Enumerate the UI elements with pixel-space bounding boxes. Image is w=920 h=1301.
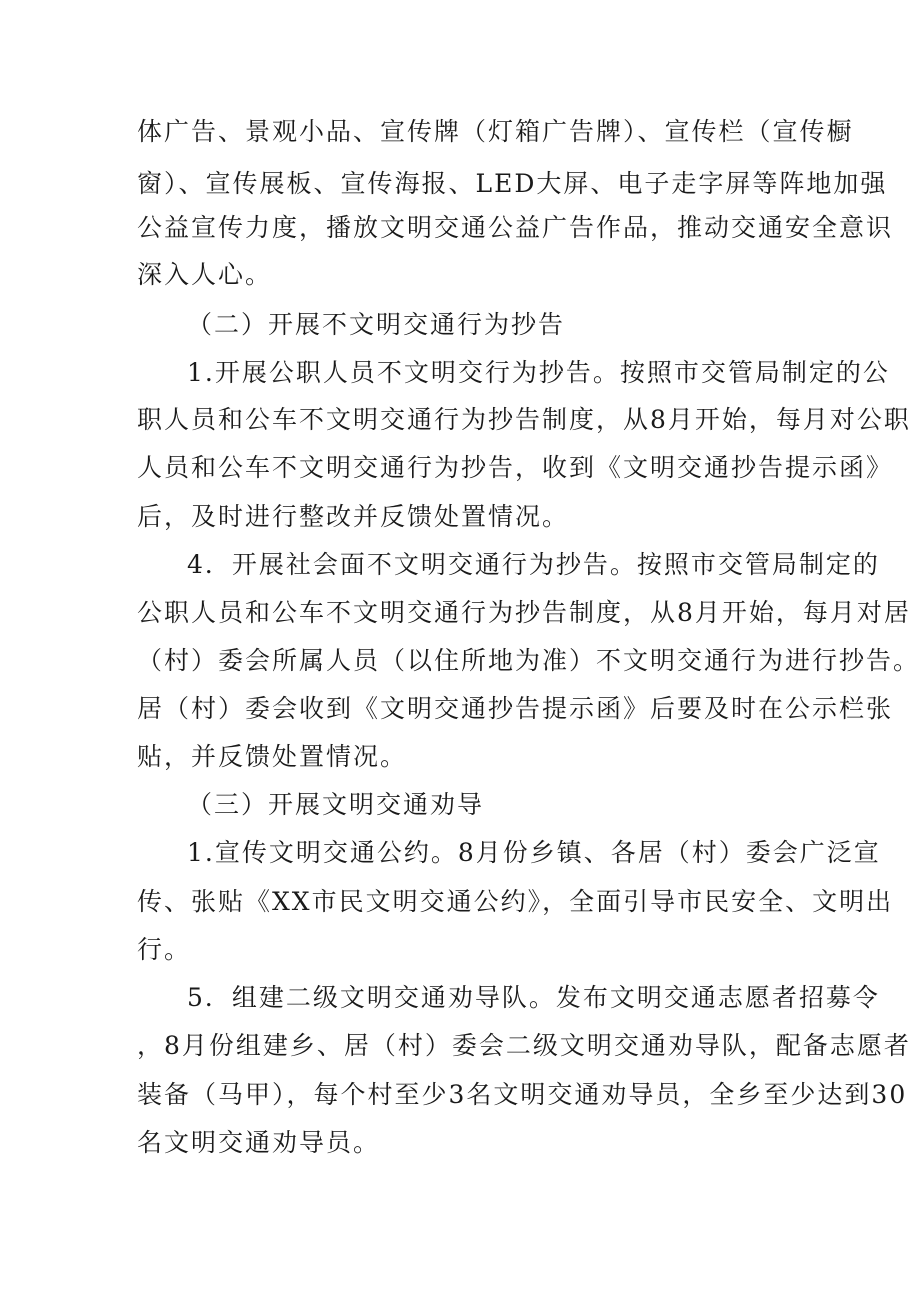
section-heading: （三）开展文明交通劝导 <box>187 790 485 819</box>
paragraph-line: 行。 <box>137 935 192 964</box>
paragraph-line: （村）委会所属人员（以住所地为准）不文明交通行为进行抄告。 <box>137 646 920 675</box>
paragraph-line: 公益宣传力度，播放文明交通公益广告作品，推动交通安全意识 <box>137 213 894 242</box>
paragraph-line: 职人员和公车不文明交通行为抄告制度，从8月开始，每月对公职 <box>137 405 911 434</box>
paragraph-line: ，8月份组建乡、居（村）委会二级文明交通劝导队，配备志愿者 <box>137 1031 911 1060</box>
section-heading: （二）开展不文明交通行为抄告 <box>187 310 566 339</box>
paragraph-line: 名文明交通劝导员。 <box>137 1128 381 1157</box>
paragraph-line: 人员和公车不文明交通行为抄告，收到《文明交通抄告提示函》 <box>137 453 894 482</box>
paragraph-line: 贴，并反馈处置情况。 <box>137 742 408 771</box>
paragraph-line: 深入人心。 <box>137 260 273 289</box>
paragraph-line: 公职人员和公车不文明交通行为抄告制度，从8月开始，每月对居 <box>137 598 911 627</box>
paragraph-line: 4．开展社会面不文明交通行为抄告。按照市交管局制定的 <box>187 550 880 579</box>
paragraph-line: 居（村）委会收到《文明交通抄告提示函》后要及时在公示栏张 <box>137 694 894 723</box>
paragraph-line: 传、张贴《XX市民文明交通公约》，全面引导市民安全、文明出 <box>137 887 894 916</box>
paragraph-line: 后，及时进行整改并反馈处置情况。 <box>137 502 570 531</box>
paragraph-line: 体广告、景观小品、宣传牌（灯箱广告牌）、宣传栏（宣传橱 <box>137 117 854 146</box>
paragraph-line: 装备（马甲），每个村至少3名文明交通劝导员，全乡至少达到30 <box>137 1080 908 1109</box>
paragraph-line: 窗）、宣传展板、宣传海报、LED大屏、电子走字屏等阵地加强 <box>137 169 888 198</box>
paragraph-line: 1.开展公职人员不文明交行为抄告。按照市交管局制定的公 <box>187 358 890 387</box>
paragraph-line: 1.宣传文明交通公约。8月份乡镇、各居（村）委会广泛宣 <box>187 838 881 867</box>
paragraph-line: 5．组建二级文明交通劝导队。发布文明交通志愿者招募令 <box>187 983 880 1012</box>
